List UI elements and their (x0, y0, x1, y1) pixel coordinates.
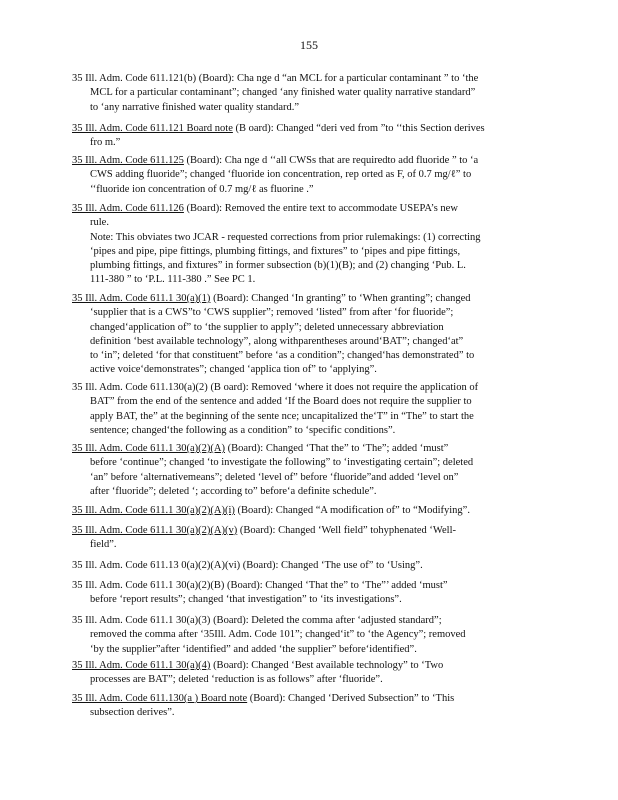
entry-text: (Board): Cha nge d ‘‘all CWSs that are requiredto add fluoride ” to ‘a (183, 155, 479, 166)
citation-heading: 35 Ill. Adm. Code 611.1 30(a)(2)(A) (72, 443, 225, 454)
entry (72, 524, 534, 553)
entry (72, 659, 534, 688)
entry-line: after ‘fluoride”; deleted ‘; according to” before‘a definite schedule”. (90, 485, 377, 497)
entry (72, 579, 534, 608)
citation-heading: 35 Ill. Adm. Code 611.121 Board note (72, 123, 233, 134)
entry-text: (Board): Changed ‘That the” to ‘The”; added ‘must” (225, 443, 449, 454)
entry-line (72, 692, 534, 706)
citation-heading: 35 Ill. Adm. Code 611.13 0(a)(2)(A)(vi) (72, 560, 241, 571)
entry-line: apply BAT, the” at the beginning of the sente nce; uncapitalized the‘T” in “The” to start the (90, 410, 474, 422)
entry-text: (Board): Removed the entire text to accommodate USEPA’s new (183, 203, 458, 214)
entry-line (72, 524, 534, 538)
entry-text: (Board): Changed ‘The use of” to ‘Using”. (240, 560, 423, 571)
entry (72, 122, 534, 151)
citation-heading: 35 Ill. Adm. Code 611.1 30(a)(1) (72, 293, 211, 304)
entry-line: BAT” from the end of the sentence and added ‘If the Board does not require the supplier to (90, 396, 472, 408)
entry-line: 111-380 ” to ‘P.L. 111-380 .” See PC 1. (90, 274, 256, 286)
citation-heading: 35 Ill. Adm. Code 611.130(a)(2) (72, 382, 208, 393)
citation-heading: 35 Ill. Adm. Code 611.1 30(a)(4) (72, 660, 211, 671)
entry-line: ‘an” before ‘alternativemeans”; deleted ‘level of” before ‘fluoride”and added ‘level on” (90, 471, 459, 483)
entry-line: MCL for a particular contaminant”; changed ‘any finished water quality narrative standard” (90, 87, 476, 99)
entry-line: ‘pipes and pipe, pipe fittings, plumbing fittings, and fixtures” to ‘pipes and pipe fittings, (90, 245, 461, 257)
citation-heading: 35 Ill. Adm. Code 611.1 30(a)(2)(A)(v) (72, 525, 238, 536)
entry-text: (Board): Changed ‘That the” to ‘The”’ added ‘must” (224, 580, 448, 591)
entry-line (72, 72, 534, 86)
entry-text: (B oard): Removed ‘where it does not require the application of (207, 382, 479, 393)
entry (72, 154, 534, 197)
entry-line: processes are BAT”; deleted ‘reduction is as follows” after ‘fluoride”. (90, 674, 383, 686)
citation-heading: 35 Ill. Adm. Code 611.125 (72, 155, 184, 166)
entry-line: ‘supplier that is a CWS”to ‘CWS supplier”; removed ‘listed” from after ‘for fluoride”; (90, 307, 454, 319)
entry-text: (Board): Changed ‘Derived Subsection” to ‘This (247, 693, 455, 704)
entry (72, 614, 534, 657)
entry-line: removed the comma after ‘35Ill. Adm. Code 101”; changed‘it” to ‘the Agency”; removed (90, 629, 466, 641)
citation-heading: 35 Ill. Adm. Code 611.121(b) (Board): (72, 73, 235, 84)
entry-line: before ‘continue”; changed ‘to investigate the following” to ‘investigating certain”; deleted (90, 457, 474, 469)
entry-line (72, 614, 534, 628)
entry (72, 381, 534, 438)
citation-heading: 35 Ill. Adm. Code 611.1 30(a)(3) (72, 615, 211, 626)
entry (72, 72, 534, 115)
entry-line (72, 381, 534, 395)
entry-text: (Board): Changed ‘In granting” to ‘When granting”; changed (210, 293, 471, 304)
entry-line (72, 442, 534, 456)
citation-heading: 35 Ill. Adm. Code 611.130(a ) Board note (72, 693, 248, 704)
entry-line: ‘‘fluoride ion concentration of 0.7 mg/ℓ as fluorine .” (90, 183, 314, 195)
entry-line: plumbing fittings, and fixtures” in former subsection (b)(1)(B); and (2) changing ‘Pub. L. (90, 260, 466, 272)
entry-line: to ‘in”; deleted ‘for that constituent” before ‘as a condition”; changed‘has demonstrated” to (90, 350, 475, 362)
entry-line: before ‘report results”; changed ‘that investigation” to ‘its investigations”. (90, 594, 402, 606)
citation-heading: 35 Ill. Adm. Code 611.1 30(a)(2)(A)(i) (72, 505, 235, 516)
entry-line: Note: This obviates two JCAR - requested corrections from prior rulemakings: (1) correcting (90, 231, 481, 243)
entry (72, 202, 534, 288)
entry-line: rule. (90, 217, 109, 229)
entry-line: field”. (90, 539, 117, 551)
entry-line (72, 154, 534, 168)
entry (72, 504, 534, 518)
entry-text: Cha nge d “an MCL for a particular contaminant ” to ‘the (234, 73, 479, 84)
entry-line: active voice‘demonstrates”; changed ‘applica tion of” to ‘applying”. (90, 364, 377, 376)
citation-heading: 35 Ill. Adm. Code 611.1 30(a)(2)(B) (72, 580, 225, 591)
entry (72, 442, 534, 499)
citation-heading: 35 Ill. Adm. Code 611.126 (72, 203, 184, 214)
entry-line (72, 659, 534, 673)
entry-text: (Board): Changed ‘Best available technology” to ‘Two (210, 660, 444, 671)
entry-text: (Board): Changed ‘Well field” tohyphenated ‘Well- (237, 525, 456, 536)
entry-line (72, 122, 534, 136)
entry-line: CWS adding fluoride”; changed ‘fluoride ion concentration, rep orted as F, of 0.7 mg/ℓ” to (90, 169, 472, 181)
entry-line: fro m.” (90, 137, 121, 149)
entry-line (72, 579, 534, 593)
entry-line: sentence; changed‘the following as a condition” to ‘specific conditions”. (90, 424, 396, 436)
entry-text: (B oard): Changed “deri ved from ”to ‘‘this Section derives (232, 123, 485, 134)
entry-line (72, 504, 534, 518)
entry (72, 292, 534, 378)
entry-line (72, 292, 534, 306)
entry-text: (Board): Deleted the comma after ‘adjusted standard”; (210, 615, 442, 626)
entry-line: ‘by the supplier”after ‘identified” and added ‘the supplier” before‘identified”. (90, 643, 417, 655)
entry-line (72, 202, 534, 216)
entry (72, 692, 534, 721)
entry-line: changed‘application of” to ‘the supplier to apply”; deleted unnecessary abbreviation (90, 321, 444, 333)
entry-text: (Board): Changed “A modification of” to “Modifying”. (234, 505, 470, 516)
entry-line: definition ‘best available technology”, along withparentheses around‘BAT”; changed‘at” (90, 335, 464, 347)
page-number: 155 (300, 38, 318, 52)
entry-line: subsection derives”. (90, 707, 175, 719)
entry-line (72, 559, 534, 573)
entry-line: to ‘any narrative finished water quality standard.” (90, 101, 300, 113)
entry (72, 559, 534, 573)
